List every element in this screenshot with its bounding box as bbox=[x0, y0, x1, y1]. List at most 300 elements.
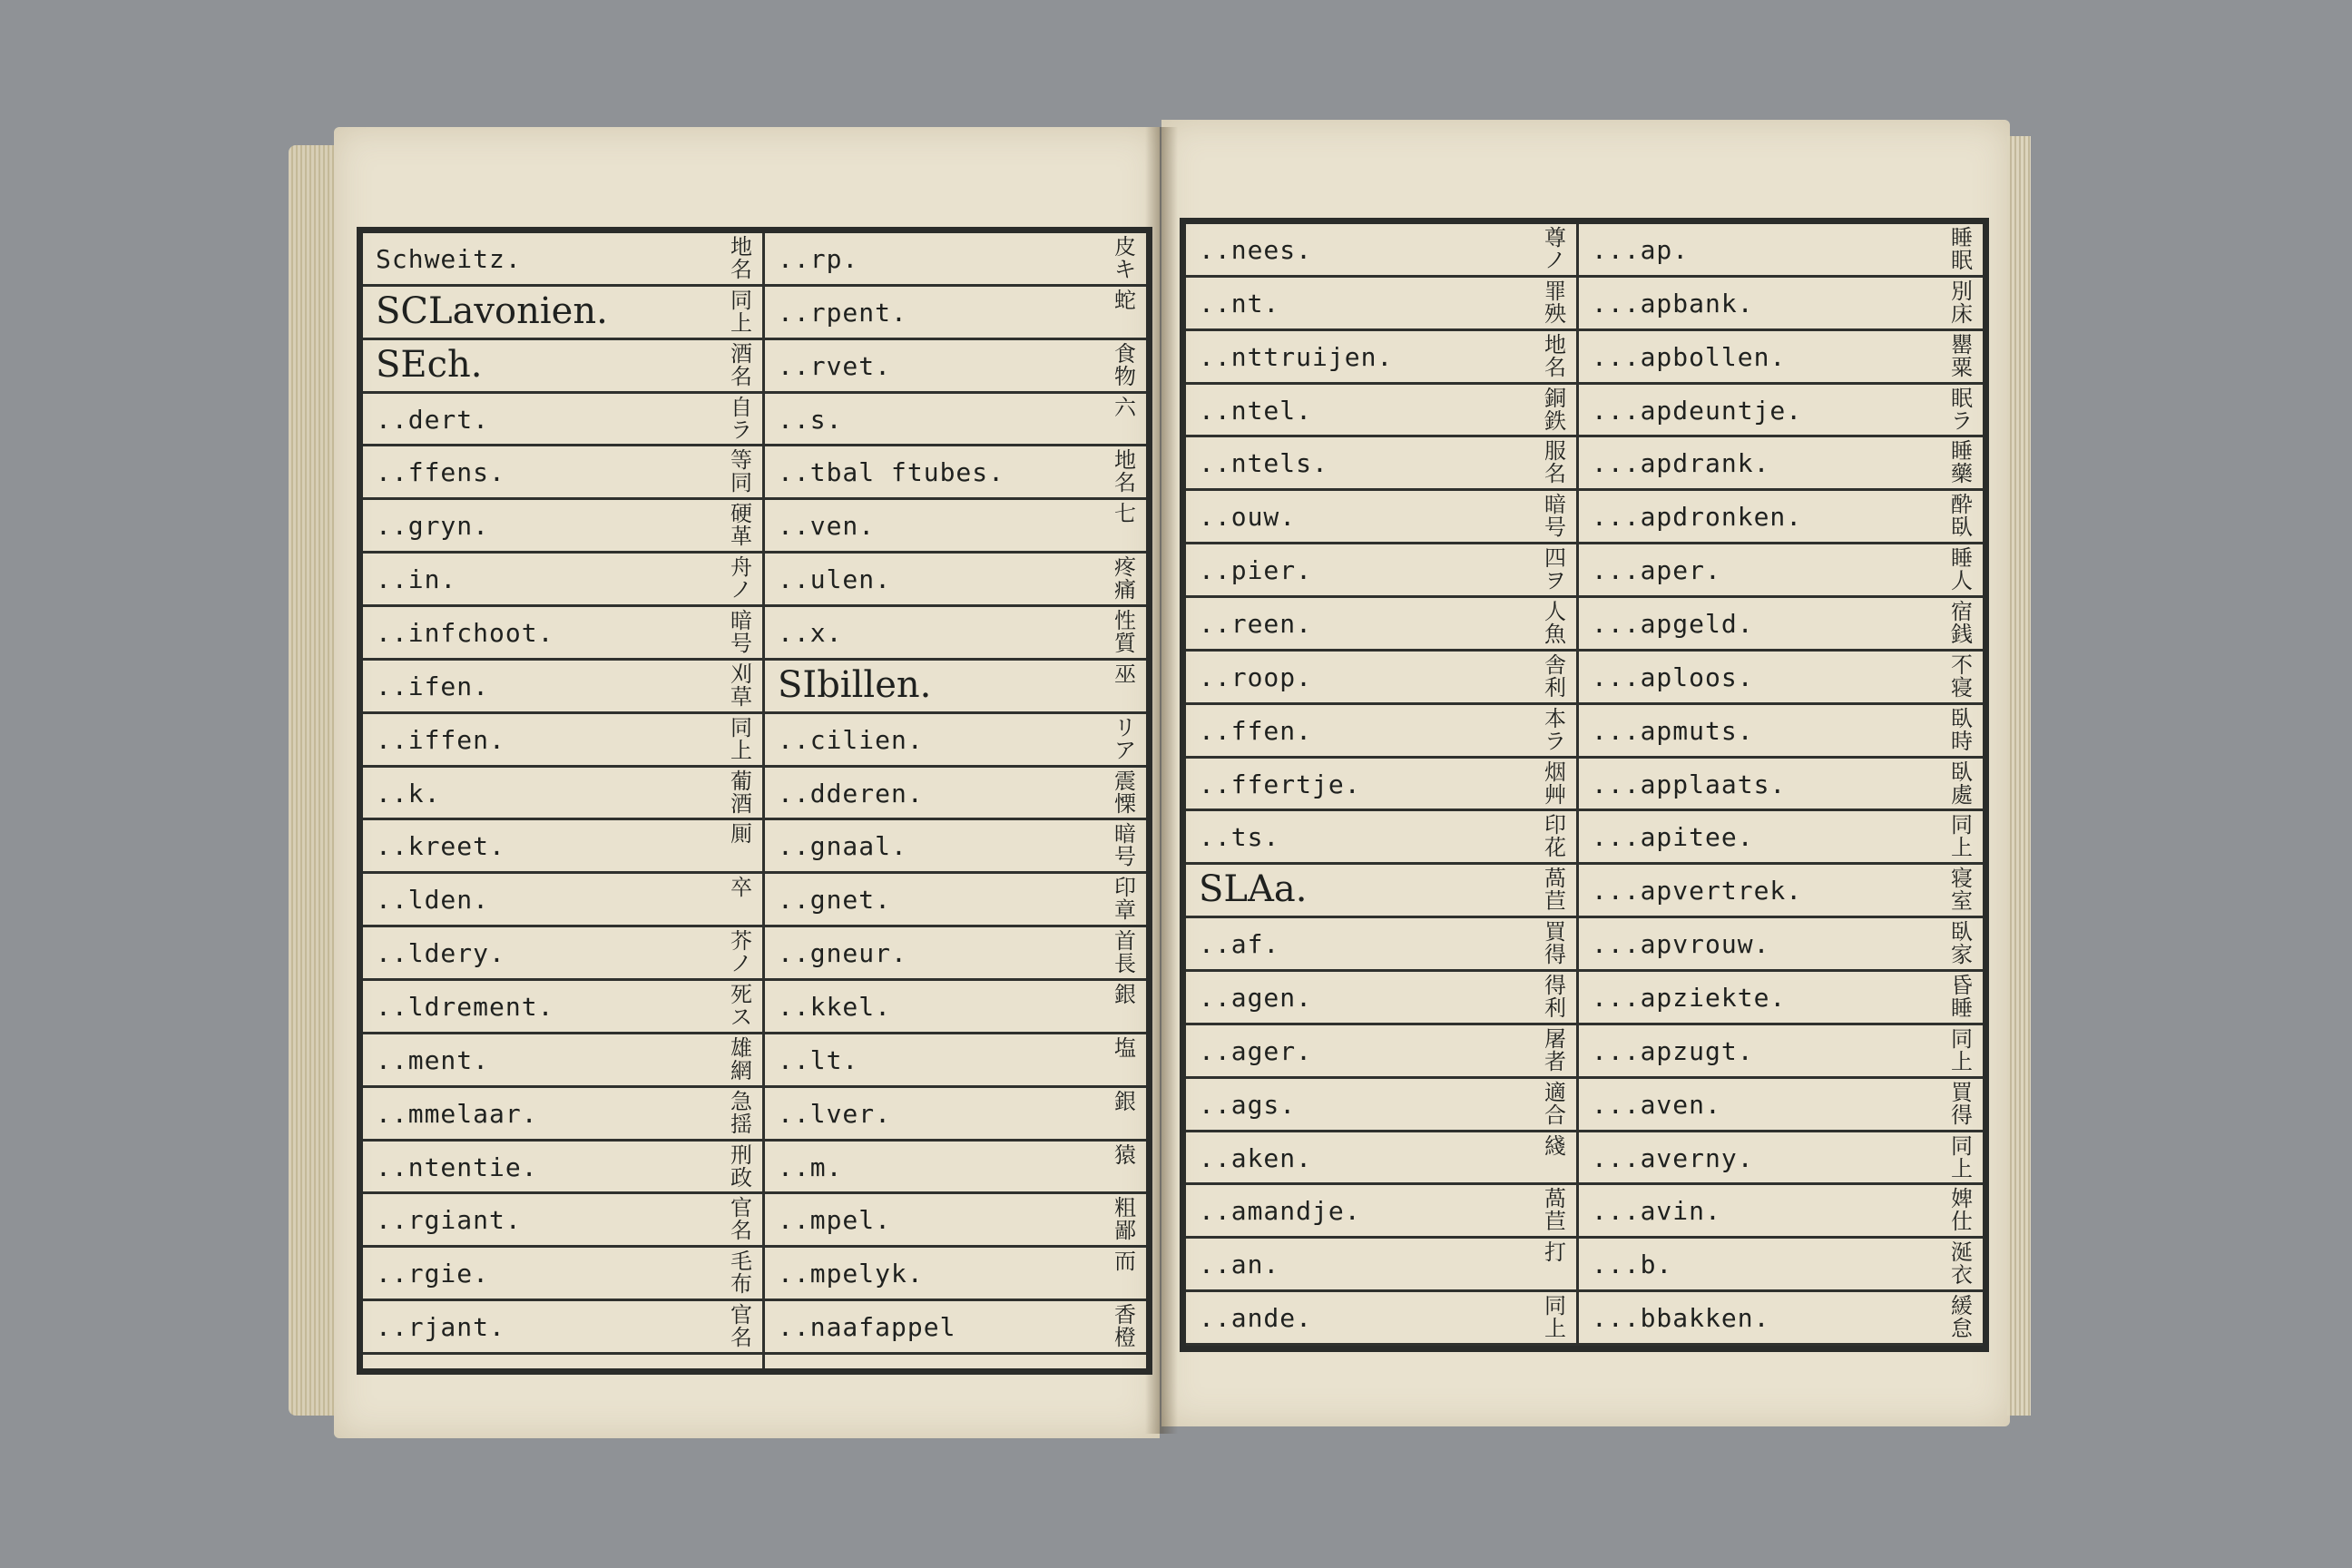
japanese-gloss: 人魚 bbox=[1544, 599, 1566, 647]
dutch-term: SCLavonien. bbox=[376, 289, 608, 332]
entry-cell bbox=[765, 768, 1146, 818]
entry-cell bbox=[363, 1142, 762, 1192]
japanese-gloss: 寝室 bbox=[1951, 866, 1973, 915]
japanese-gloss: 等同 bbox=[730, 447, 752, 496]
entry-row bbox=[363, 1088, 1146, 1142]
dutch-term: ..nt. bbox=[1199, 288, 1280, 318]
dutch-term: ..af. bbox=[1199, 929, 1280, 960]
entry-cell bbox=[1186, 865, 1576, 916]
entry-cell bbox=[363, 661, 762, 711]
dutch-term: ..dert. bbox=[376, 404, 490, 435]
dutch-term: ...apgeld. bbox=[1592, 609, 1754, 639]
japanese-gloss: 睡眠 bbox=[1951, 225, 1973, 273]
entry-row bbox=[363, 768, 1146, 821]
japanese-gloss: 臥時 bbox=[1951, 705, 1973, 754]
entry-cell bbox=[363, 1248, 762, 1298]
entry-row bbox=[363, 874, 1146, 927]
entry-row bbox=[1186, 1079, 1983, 1132]
entry-cell bbox=[1186, 331, 1576, 382]
entry-row bbox=[363, 820, 1146, 874]
dutch-term: SLAa. bbox=[1199, 868, 1308, 911]
japanese-gloss: リア bbox=[1114, 714, 1136, 763]
japanese-gloss: 塩 bbox=[1114, 1034, 1136, 1061]
entry-cell bbox=[1186, 652, 1576, 702]
japanese-gloss: 銀 bbox=[1114, 982, 1136, 1007]
dutch-term: ..cilien. bbox=[778, 724, 924, 755]
dutch-term: ..ags. bbox=[1199, 1089, 1297, 1120]
entry-cell bbox=[1579, 278, 1983, 328]
dutch-term: ..mpel. bbox=[778, 1205, 892, 1236]
entry-row bbox=[363, 981, 1146, 1034]
japanese-gloss: 厠 bbox=[730, 821, 752, 848]
entry-cell bbox=[1186, 437, 1576, 488]
dutch-term: ..rgie. bbox=[376, 1259, 490, 1289]
japanese-gloss: 罌粟 bbox=[1951, 331, 1973, 380]
dutch-term: ...apmuts. bbox=[1592, 715, 1754, 746]
japanese-gloss: 眠ラ bbox=[1951, 385, 1973, 434]
japanese-gloss: 同上 bbox=[1951, 1025, 1973, 1074]
left-rows bbox=[363, 233, 1146, 1368]
entry-cell bbox=[765, 820, 1146, 871]
japanese-gloss: 買得 bbox=[1951, 1079, 1973, 1128]
entry-cell bbox=[1186, 811, 1576, 862]
japanese-gloss: 地名 bbox=[730, 234, 752, 282]
dutch-term: ..rgiant. bbox=[376, 1205, 522, 1236]
dutch-term: ..an. bbox=[1199, 1250, 1280, 1280]
dutch-term: ..roop. bbox=[1199, 662, 1313, 692]
dutch-term: ...bbakken. bbox=[1592, 1303, 1770, 1334]
dutch-term: ...b. bbox=[1592, 1250, 1673, 1280]
entry-cell bbox=[765, 981, 1146, 1032]
japanese-gloss: 萵苣 bbox=[1544, 1186, 1566, 1235]
dutch-term: Schweitz. bbox=[376, 244, 522, 274]
entry-row bbox=[363, 554, 1146, 607]
japanese-gloss: 卒 bbox=[730, 875, 752, 901]
japanese-gloss: 得利 bbox=[1544, 973, 1566, 1021]
entry-cell bbox=[1579, 811, 1983, 862]
entry-row bbox=[363, 446, 1146, 500]
japanese-gloss: 官名 bbox=[730, 1195, 752, 1244]
entry-cell bbox=[1186, 224, 1576, 275]
dutch-term: ...averny. bbox=[1592, 1142, 1754, 1173]
dutch-term: ..ager. bbox=[1199, 1035, 1313, 1066]
japanese-gloss: 食物 bbox=[1114, 340, 1136, 389]
entry-row bbox=[1186, 1025, 1983, 1079]
dutch-term: ...apvrouw. bbox=[1592, 929, 1770, 960]
entry-row bbox=[1186, 652, 1983, 705]
entry-cell bbox=[1579, 1239, 1983, 1289]
dutch-term: ..ulen. bbox=[778, 564, 892, 595]
dutch-term: ..nees. bbox=[1199, 235, 1313, 265]
dutch-term: ..s. bbox=[778, 404, 843, 435]
japanese-gloss: 買得 bbox=[1544, 919, 1566, 968]
entry-cell bbox=[1579, 385, 1983, 436]
entry-row bbox=[363, 394, 1146, 447]
dutch-term: ..infchoot. bbox=[376, 618, 554, 648]
dutch-term: ...avin. bbox=[1592, 1196, 1721, 1227]
japanese-gloss: 六 bbox=[1114, 394, 1136, 420]
dutch-term: ..rp. bbox=[778, 244, 859, 274]
japanese-gloss: 萵苣 bbox=[1544, 866, 1566, 915]
dutch-term: ..lden. bbox=[376, 885, 490, 916]
entry-cell bbox=[765, 714, 1146, 765]
japanese-gloss: 死ス bbox=[730, 982, 752, 1030]
dutch-term: ..nttruijen. bbox=[1199, 341, 1394, 372]
entry-cell bbox=[1186, 491, 1576, 542]
entry-row bbox=[363, 1194, 1146, 1248]
japanese-gloss: 雄網 bbox=[730, 1034, 752, 1083]
entry-cell bbox=[363, 233, 762, 284]
entry-cell bbox=[363, 446, 762, 497]
right-page-table bbox=[1180, 218, 1989, 1352]
entry-row bbox=[1186, 972, 1983, 1025]
japanese-gloss: 舟ノ bbox=[730, 554, 752, 603]
entry-row bbox=[1186, 278, 1983, 331]
dutch-term: ...apdronken. bbox=[1592, 502, 1803, 533]
entry-cell bbox=[765, 500, 1146, 551]
dutch-term: ...aploos. bbox=[1592, 662, 1754, 692]
dutch-term: ...aper. bbox=[1592, 555, 1721, 586]
dutch-term: ..aken. bbox=[1199, 1142, 1313, 1173]
entry-cell bbox=[765, 340, 1146, 391]
entry-cell bbox=[363, 927, 762, 978]
entry-row bbox=[1186, 224, 1983, 278]
dutch-term: ...apdrank. bbox=[1592, 448, 1770, 479]
entry-cell bbox=[765, 607, 1146, 658]
japanese-gloss: 印章 bbox=[1114, 875, 1136, 924]
japanese-gloss: 葡酒 bbox=[730, 768, 752, 817]
dutch-term: ..gneur. bbox=[778, 938, 907, 969]
entry-cell bbox=[1579, 652, 1983, 702]
japanese-gloss: 猿 bbox=[1114, 1142, 1136, 1168]
japanese-gloss: 同上 bbox=[1951, 812, 1973, 861]
entry-cell bbox=[1186, 1132, 1576, 1183]
japanese-gloss: 自ラ bbox=[730, 394, 752, 443]
entry-cell bbox=[1579, 705, 1983, 756]
entry-cell bbox=[363, 500, 762, 551]
entry-cell bbox=[765, 394, 1146, 445]
japanese-gloss: 首長 bbox=[1114, 928, 1136, 977]
entry-cell bbox=[1579, 491, 1983, 542]
japanese-gloss: 皮キ bbox=[1114, 234, 1136, 282]
entry-cell bbox=[363, 1088, 762, 1139]
entry-cell bbox=[363, 714, 762, 765]
entry-cell bbox=[1186, 1025, 1576, 1076]
entry-cell bbox=[363, 287, 762, 338]
entry-cell bbox=[1579, 865, 1983, 916]
japanese-gloss: 香橙 bbox=[1114, 1302, 1136, 1351]
dutch-term: ..rjant. bbox=[376, 1312, 505, 1343]
japanese-gloss: 銅鉄 bbox=[1544, 385, 1566, 434]
dutch-term: ..ffens. bbox=[376, 457, 505, 488]
entry-cell bbox=[1579, 1025, 1983, 1076]
dutch-term: ..ntel. bbox=[1199, 395, 1313, 426]
entry-row bbox=[1186, 811, 1983, 865]
entry-row bbox=[1186, 1292, 1983, 1346]
entry-row bbox=[1186, 491, 1983, 544]
japanese-gloss: 芥ノ bbox=[730, 928, 752, 977]
dutch-term: ..tbal ftubes. bbox=[778, 457, 1005, 488]
entry-row bbox=[1186, 918, 1983, 972]
dutch-term: ..kkel. bbox=[778, 992, 892, 1022]
entry-row bbox=[363, 340, 1146, 394]
entry-cell bbox=[1579, 918, 1983, 969]
dutch-term: ...ap. bbox=[1592, 235, 1690, 265]
japanese-gloss: 而 bbox=[1114, 1249, 1136, 1275]
dutch-term: ..m. bbox=[778, 1152, 843, 1182]
japanese-gloss: 舎利 bbox=[1544, 652, 1566, 701]
dutch-term: SEch. bbox=[376, 343, 483, 386]
entry-row bbox=[363, 1301, 1146, 1355]
entry-cell bbox=[363, 607, 762, 658]
dutch-term: ..mpelyk. bbox=[778, 1259, 924, 1289]
entry-row bbox=[363, 233, 1146, 287]
japanese-gloss: 疼痛 bbox=[1114, 554, 1136, 603]
japanese-gloss: 昏睡 bbox=[1951, 973, 1973, 1021]
japanese-gloss: 暗号 bbox=[1114, 821, 1136, 870]
entry-cell bbox=[1186, 1079, 1576, 1130]
entry-cell bbox=[363, 981, 762, 1032]
dutch-term: ..ifen. bbox=[376, 671, 490, 701]
entry-cell bbox=[1579, 1185, 1983, 1236]
dutch-term: ..ffertje. bbox=[1199, 769, 1361, 799]
dutch-term: ..kreet. bbox=[376, 831, 505, 862]
dutch-term: ..gnaal. bbox=[778, 831, 907, 862]
japanese-gloss: 銀 bbox=[1114, 1088, 1136, 1114]
japanese-gloss: 罪殃 bbox=[1544, 278, 1566, 327]
entry-cell bbox=[1579, 1292, 1983, 1343]
entry-row bbox=[1186, 705, 1983, 759]
dutch-term: ..ment. bbox=[376, 1044, 490, 1075]
entry-row bbox=[1186, 1132, 1983, 1186]
entry-row bbox=[1186, 759, 1983, 812]
dutch-term: ...apbollen. bbox=[1592, 341, 1787, 372]
entry-cell bbox=[1579, 437, 1983, 488]
dutch-term: ..lt. bbox=[778, 1044, 859, 1075]
entry-cell bbox=[1186, 598, 1576, 649]
japanese-gloss: 服名 bbox=[1544, 438, 1566, 487]
entry-row bbox=[1186, 1239, 1983, 1292]
left-page-table bbox=[357, 227, 1152, 1375]
japanese-gloss: 尊ノ bbox=[1544, 225, 1566, 273]
japanese-gloss: 刑政 bbox=[730, 1142, 752, 1191]
dutch-term: ..rpent. bbox=[778, 297, 907, 328]
japanese-gloss: 地名 bbox=[1114, 447, 1136, 496]
japanese-gloss: 同上 bbox=[730, 714, 752, 763]
entry-cell bbox=[1186, 1239, 1576, 1289]
dutch-term: ..ldrement. bbox=[376, 992, 554, 1022]
japanese-gloss: 暗号 bbox=[1544, 492, 1566, 541]
entry-cell bbox=[765, 1301, 1146, 1352]
entry-cell bbox=[1579, 598, 1983, 649]
dutch-term: ..pier. bbox=[1199, 555, 1313, 586]
japanese-gloss: 蛇 bbox=[1114, 287, 1136, 313]
entry-row bbox=[363, 500, 1146, 554]
entry-row bbox=[1186, 865, 1983, 918]
japanese-gloss: 酔臥 bbox=[1951, 492, 1973, 541]
japanese-gloss: 打 bbox=[1544, 1240, 1566, 1266]
japanese-gloss: 臥處 bbox=[1951, 759, 1973, 808]
entry-row bbox=[363, 287, 1146, 340]
entry-cell bbox=[363, 1301, 762, 1352]
entry-cell bbox=[765, 233, 1146, 284]
entry-cell bbox=[1579, 1132, 1983, 1183]
entry-cell bbox=[1579, 759, 1983, 809]
entry-row bbox=[363, 607, 1146, 661]
japanese-gloss: 綫 bbox=[1544, 1132, 1566, 1159]
entry-row bbox=[1186, 1185, 1983, 1239]
dutch-term: ..rvet. bbox=[778, 350, 892, 381]
entry-cell bbox=[765, 1142, 1146, 1192]
dutch-term: ..gryn. bbox=[376, 511, 490, 542]
entry-cell bbox=[1186, 759, 1576, 809]
japanese-gloss: 急揺 bbox=[730, 1088, 752, 1137]
entry-cell bbox=[765, 661, 1146, 711]
japanese-gloss: 本ラ bbox=[1544, 705, 1566, 754]
entry-cell bbox=[1186, 972, 1576, 1023]
japanese-gloss: 睡藥 bbox=[1951, 438, 1973, 487]
japanese-gloss: 地名 bbox=[1544, 331, 1566, 380]
entry-cell bbox=[363, 554, 762, 604]
dutch-term: ..iffen. bbox=[376, 724, 505, 755]
entry-row bbox=[363, 714, 1146, 768]
entry-row bbox=[1186, 598, 1983, 652]
japanese-gloss: 巫 bbox=[1114, 661, 1136, 687]
right-rows bbox=[1186, 224, 1983, 1346]
japanese-gloss: 婢仕 bbox=[1951, 1186, 1973, 1235]
entry-cell bbox=[1186, 385, 1576, 436]
dutch-term: ..gnet. bbox=[778, 885, 892, 916]
japanese-gloss: 刈草 bbox=[730, 661, 752, 710]
dutch-term: ..ven. bbox=[778, 511, 876, 542]
entry-cell bbox=[1186, 918, 1576, 969]
dutch-term: ...aven. bbox=[1592, 1089, 1721, 1120]
japanese-gloss: 暗号 bbox=[730, 608, 752, 656]
entry-cell bbox=[765, 287, 1146, 338]
dutch-term: ..agen. bbox=[1199, 983, 1313, 1013]
entry-cell bbox=[363, 340, 762, 391]
japanese-gloss: 睡人 bbox=[1951, 545, 1973, 594]
entry-cell bbox=[363, 874, 762, 925]
japanese-gloss: 同上 bbox=[1544, 1293, 1566, 1342]
page-edges-right bbox=[2007, 136, 2031, 1416]
japanese-gloss: 宿銭 bbox=[1951, 599, 1973, 647]
entry-cell bbox=[765, 554, 1146, 604]
japanese-gloss: 同上 bbox=[730, 287, 752, 336]
entry-row bbox=[1186, 437, 1983, 491]
entry-row bbox=[363, 927, 1146, 981]
dutch-term: ...apziekte. bbox=[1592, 983, 1787, 1013]
entry-cell bbox=[765, 1088, 1146, 1139]
entry-cell bbox=[1579, 331, 1983, 382]
entry-row bbox=[363, 1142, 1146, 1195]
entry-cell bbox=[1186, 705, 1576, 756]
entry-cell bbox=[363, 768, 762, 818]
dutch-term: ...apbank. bbox=[1592, 288, 1754, 318]
dutch-term: ...applaats. bbox=[1592, 769, 1787, 799]
japanese-gloss: 性質 bbox=[1114, 608, 1136, 656]
japanese-gloss: 酒名 bbox=[730, 340, 752, 389]
japanese-gloss: 印花 bbox=[1544, 812, 1566, 861]
dutch-term: ..ntels. bbox=[1199, 448, 1328, 479]
entry-cell bbox=[363, 1034, 762, 1085]
dutch-term: ...apvertrek. bbox=[1592, 876, 1803, 906]
japanese-gloss: 震慄 bbox=[1114, 768, 1136, 817]
entry-cell bbox=[1186, 1292, 1576, 1343]
japanese-gloss: 臥家 bbox=[1951, 919, 1973, 968]
entry-cell bbox=[1579, 972, 1983, 1023]
entry-row bbox=[363, 661, 1146, 714]
japanese-gloss: 粗鄙 bbox=[1114, 1195, 1136, 1244]
entry-cell bbox=[765, 446, 1146, 497]
entry-row bbox=[363, 1248, 1146, 1301]
entry-cell bbox=[765, 1034, 1146, 1085]
japanese-gloss: 涎衣 bbox=[1951, 1240, 1973, 1289]
japanese-gloss: 不寝 bbox=[1951, 652, 1973, 701]
dutch-term: ..k. bbox=[376, 778, 441, 808]
dutch-term: ..ldery. bbox=[376, 938, 505, 969]
entry-row bbox=[1186, 385, 1983, 438]
japanese-gloss: 硬革 bbox=[730, 501, 752, 550]
entry-cell bbox=[1579, 1079, 1983, 1130]
dutch-term: ..ouw. bbox=[1199, 502, 1297, 533]
dutch-term: ..lver. bbox=[778, 1098, 892, 1129]
page-edges-left bbox=[289, 145, 336, 1416]
entry-cell bbox=[765, 927, 1146, 978]
dutch-term: ..amandje. bbox=[1199, 1196, 1361, 1227]
dutch-term: ...apzugt. bbox=[1592, 1035, 1754, 1066]
dutch-term: ..naafappel bbox=[778, 1312, 956, 1343]
entry-cell bbox=[1186, 1185, 1576, 1236]
dutch-term: SIbillen. bbox=[778, 663, 932, 706]
entry-row bbox=[363, 1034, 1146, 1088]
entry-cell bbox=[1579, 544, 1983, 595]
entry-cell bbox=[765, 874, 1146, 925]
dutch-term: ..ts. bbox=[1199, 822, 1280, 853]
dutch-term: ..mmelaar. bbox=[376, 1098, 538, 1129]
entry-cell bbox=[1186, 278, 1576, 328]
japanese-gloss: 四ヲ bbox=[1544, 545, 1566, 594]
dutch-term: ...apitee. bbox=[1592, 822, 1754, 853]
japanese-gloss: 七 bbox=[1114, 501, 1136, 527]
japanese-gloss: 同上 bbox=[1951, 1132, 1973, 1181]
dutch-term: ..ntentie. bbox=[376, 1152, 538, 1182]
entry-cell bbox=[765, 1248, 1146, 1298]
japanese-gloss: 烟艸 bbox=[1544, 759, 1566, 808]
entry-cell bbox=[363, 820, 762, 871]
entry-cell bbox=[363, 1194, 762, 1245]
dutch-term: ..ffen. bbox=[1199, 715, 1313, 746]
japanese-gloss: 屠者 bbox=[1544, 1025, 1566, 1074]
entry-cell bbox=[1579, 224, 1983, 275]
japanese-gloss: 適合 bbox=[1544, 1079, 1566, 1128]
entry-cell bbox=[363, 394, 762, 445]
dutch-term: ..in. bbox=[376, 564, 457, 595]
japanese-gloss: 官名 bbox=[730, 1302, 752, 1351]
entry-cell bbox=[765, 1194, 1146, 1245]
dutch-term: ...apdeuntje. bbox=[1592, 395, 1803, 426]
japanese-gloss: 緩怠 bbox=[1951, 1293, 1973, 1342]
dutch-term: ..ande. bbox=[1199, 1303, 1313, 1334]
dutch-term: ..dderen. bbox=[778, 778, 924, 808]
japanese-gloss: 毛布 bbox=[730, 1249, 752, 1298]
entry-cell bbox=[1186, 544, 1576, 595]
japanese-gloss: 別床 bbox=[1951, 278, 1973, 327]
entry-row bbox=[1186, 544, 1983, 598]
entry-row bbox=[1186, 331, 1983, 385]
dutch-term: ..reen. bbox=[1199, 609, 1313, 639]
dutch-term: ..x. bbox=[778, 618, 843, 648]
